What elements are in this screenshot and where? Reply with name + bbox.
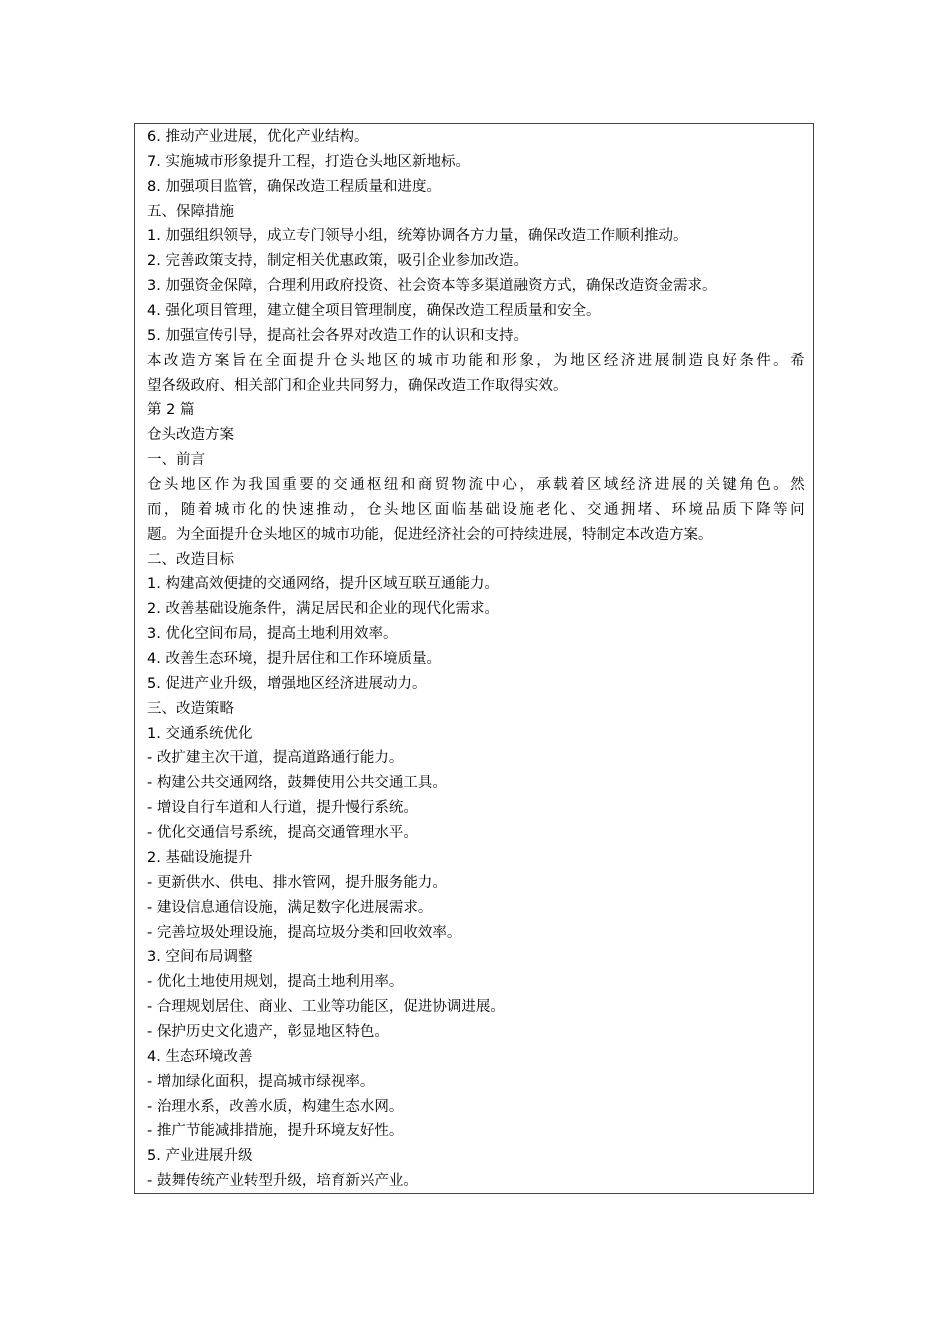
section-heading: 二、改造目标 bbox=[147, 551, 234, 568]
text-line: 8. 加强项目监管，确保改造工程质量和进度。 bbox=[147, 178, 441, 195]
list-item: - 建设信息通信设施，满足数字化进展需求。 bbox=[147, 899, 433, 916]
text-line: 6. 推动产业进展，优化产业结构。 bbox=[147, 129, 369, 145]
text-line: 5. 促进产业升级，增强地区经济进展动力。 bbox=[147, 675, 427, 692]
list-item: - 推广节能减排措施，提升环境友好性。 bbox=[147, 1123, 404, 1140]
text-line: 本改造方案旨在全面提升仓头地区的城市功能和形象，为地区经济进展制造良好条件。希 bbox=[147, 352, 805, 369]
list-item: - 增加绿化面积，提高城市绿视率。 bbox=[147, 1073, 375, 1090]
text-line: 2. 改善基础设施条件，满足居民和企业的现代化需求。 bbox=[147, 601, 499, 618]
list-item: - 合理规划居住、商业、工业等功能区，促进协调进展。 bbox=[147, 999, 505, 1016]
list-item: - 鼓舞传统产业转型升级，培育新兴产业。 bbox=[147, 1173, 418, 1190]
text-line: 3. 优化空间布局，提高土地利用效率。 bbox=[147, 626, 398, 643]
text-line: 望各级政府、相关部门和企业共同努力，确保改造工作取得实效。 bbox=[147, 377, 568, 394]
text-line: 3. 加强资金保障，合理利用政府投资、社会资本等多渠道融资方式，确保改造资金需求。 bbox=[147, 278, 717, 295]
text-line: 7. 实施城市形象提升工程，打造仓头地区新地标。 bbox=[147, 153, 470, 170]
text-line: 题。为全面提升仓头地区的城市功能，促进经济社会的可持续进展，特制定本改造方案。 bbox=[147, 526, 713, 543]
text-line: 1. 加强组织领导，成立专门领导小组，统筹协调各方力量，确保改造工作顺利推动。 bbox=[147, 228, 688, 245]
subsection-heading: 1. 交通系统优化 bbox=[147, 725, 253, 742]
section-heading: 五、保障措施 bbox=[147, 203, 234, 220]
list-item: - 构建公共交通网络，鼓舞使用公共交通工具。 bbox=[147, 775, 447, 792]
list-item: - 改扩建主次干道，提高道路通行能力。 bbox=[147, 750, 404, 767]
subsection-heading: 4. 生态环境改善 bbox=[147, 1048, 253, 1065]
list-item: - 优化交通信号系统，提高交通管理水平。 bbox=[147, 825, 418, 842]
list-item: - 保护历史文化遗产，彰显地区特色。 bbox=[147, 1023, 389, 1040]
subsection-heading: 3. 空间布局调整 bbox=[147, 949, 253, 966]
list-item: - 完善垃圾处理设施，提高垃圾分类和回收效率。 bbox=[147, 924, 462, 941]
text-line: 5. 加强宣传引导，提高社会各界对改造工作的认识和支持。 bbox=[147, 327, 528, 344]
text-line: 4. 强化项目管理，建立健全项目管理制度，确保改造工程质量和安全。 bbox=[147, 303, 601, 320]
list-item: - 增设自行车道和人行道，提升慢行系统。 bbox=[147, 800, 418, 817]
text-line: 1. 构建高效便捷的交通网络，提升区域互联互通能力。 bbox=[147, 576, 499, 593]
subsection-heading: 5. 产业进展升级 bbox=[147, 1148, 253, 1165]
page-frame bbox=[134, 123, 814, 1194]
text-line: 仓头地区作为我国重要的交通枢纽和商贸物流中心，承载着区域经济进展的关键角色。然 bbox=[147, 477, 805, 494]
section-heading: 一、前言 bbox=[147, 452, 205, 469]
section-heading: 三、改造策略 bbox=[147, 700, 234, 717]
text-line: 2. 完善政策支持，制定相关优惠政策，吸引企业参加改造。 bbox=[147, 253, 528, 270]
list-item: - 更新供水、供电、排水管网，提升服务能力。 bbox=[147, 874, 447, 891]
list-item: - 优化土地使用规划，提高土地利用率。 bbox=[147, 974, 404, 991]
text-line: 4. 改善生态环境，提升居住和工作环境质量。 bbox=[147, 651, 441, 668]
document-title: 仓头改造方案 bbox=[147, 427, 234, 444]
text-line: 而，随着城市化的快速推动，仓头地区面临基础设施老化、交通拥堵、环境品质下降等问 bbox=[147, 501, 805, 518]
subsection-heading: 2. 基础设施提升 bbox=[147, 849, 253, 866]
document-body bbox=[147, 125, 805, 1194]
list-item: - 治理水系，改善水质，构建生态水网。 bbox=[147, 1098, 404, 1115]
part-heading: 第 2 篇 bbox=[147, 402, 195, 419]
